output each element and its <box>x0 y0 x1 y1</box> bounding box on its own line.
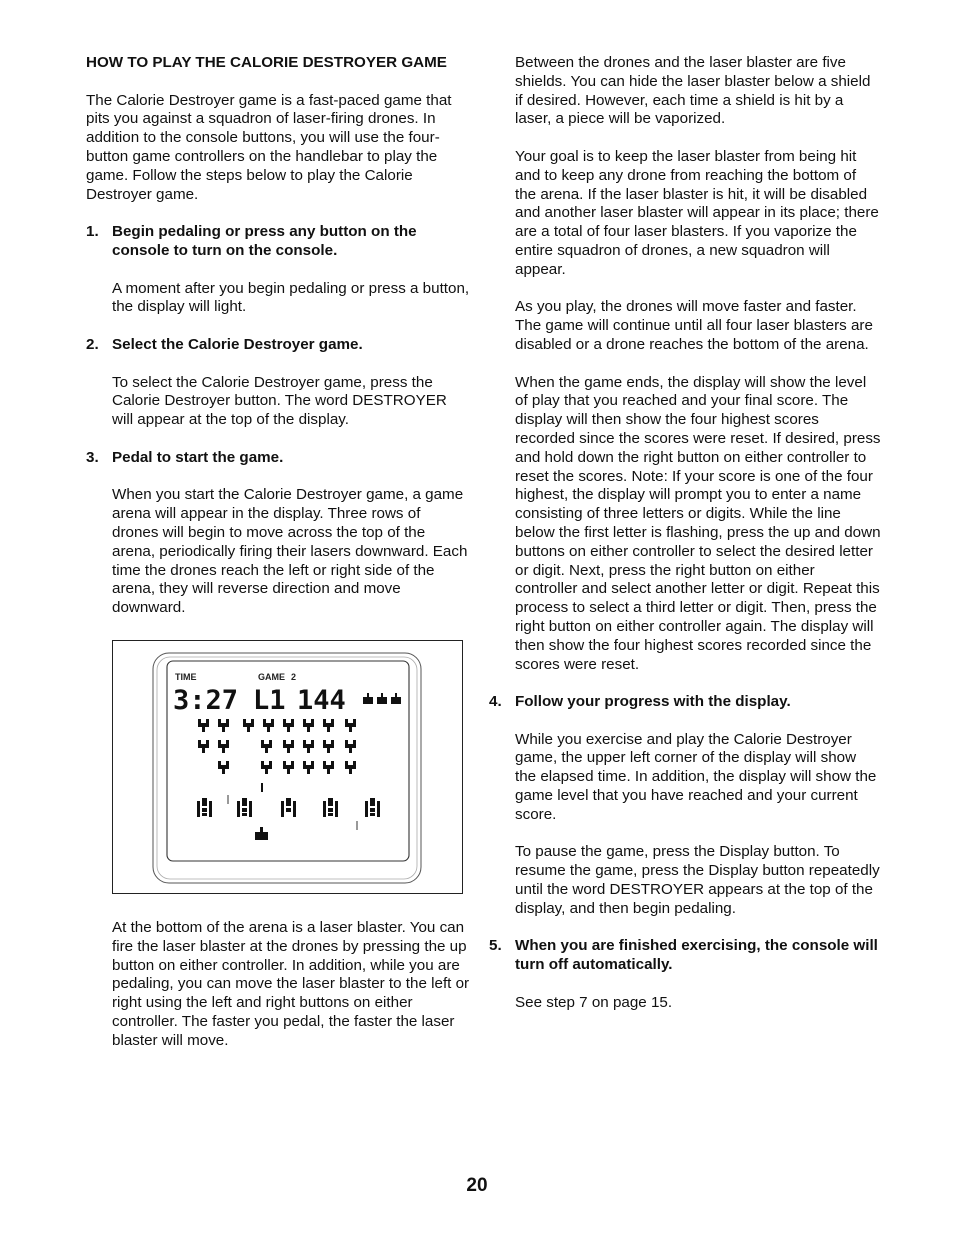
step-2-number: 2. <box>86 335 99 353</box>
step-1-body: A moment after you begin pedaling or press a button, the display will light. <box>112 279 470 316</box>
step-2-body: To select the Calorie Destroyer game, press the Calorie Destroyer button. The word DESTROYER will appear at the top of the display. <box>112 373 447 429</box>
step-5-body: See step 7 on page 15. <box>515 993 673 1011</box>
time-readout: 3:27 <box>173 684 239 716</box>
speed-paragraph: As you play, the drones will move faster and faster. The game will continue until all four laser blasters are disabled or a drone reaches the bottom of the arena. <box>515 298 873 353</box>
step-1-title: Begin pedaling or press any button on the console to turn on the console. <box>112 223 417 259</box>
step-5-title: When you are finished exercising, the console will turn off automatically. <box>515 937 878 974</box>
step-3-number: 3. <box>86 448 99 466</box>
step-4 <box>489 693 881 712</box>
shields-paragraph: Between the drones and the laser blaster are five shields. You can hide the laser blaster below a shield if desired. However, each time a shield is hit by a laser, a piece will be vaporized. <box>515 54 871 128</box>
game-label: GAME <box>258 671 285 682</box>
page-number: 20 <box>466 1175 488 1196</box>
game-end-paragraph: When the game ends, the display will show the level of play that you reached and your final score. The display will then show the four highest scores recorded since the scores were reset. If desired, press and hold down the right button on either controller to reset the scores. Note: If your score is one of the four highest, the display will prompt you to enter a name consisting of three letters or digits. While the line below the first letter is flashing, press the up and down buttons on either controller to select the desired letter or digit. Next, press the right button on either controller and select another letter or digit. Repeat this process to select a third letter or digit. Then, press the right button on either controller again. The display will then show the four highest scores recorded since the scores were reset. <box>515 373 881 673</box>
left-column <box>86 54 470 1069</box>
step-4-title: Follow your progress with the display. <box>515 693 791 711</box>
step-2 <box>86 336 470 355</box>
step-5-number: 5. <box>489 937 502 955</box>
step-2-title: Select the Calorie Destroyer game. <box>112 335 363 353</box>
step-4-number: 4. <box>489 693 502 711</box>
game-display-illustration <box>113 641 462 893</box>
game-number: 2 <box>291 671 297 682</box>
intro-paragraph: The Calorie Destroyer game is a fast-paced game that pits you against a squadron of laser-firing drones. In addition to the console buttons, you will use the four-button game controllers on the handlebar to play the game. Follow the steps below to play the Calorie Destroyer game. <box>86 91 452 203</box>
step-1-number: 1. <box>86 223 99 241</box>
step-3-title: Pedal to start the game. <box>112 448 284 466</box>
level-readout: L1 <box>253 684 286 716</box>
game-display-figure <box>112 640 463 894</box>
right-column <box>489 54 881 1031</box>
step-3-body: When you start the Calorie Destroyer game, a game arena will appear in the display. Three rows of drones will begin to move across the top of the arena, periodically firing their lasers downward. Each time the drones reach the left or right side of the arena, they will reverse direction and move downward. <box>112 486 468 617</box>
step-1 <box>86 223 470 261</box>
drone-laser-shot <box>261 783 263 792</box>
step-4-body: While you exercise and play the Calorie Destroyer game, the upper left corner of the display will show the elapsed time. In addition, the display will show the game level that you have reached and your current score. <box>515 730 877 823</box>
pause-paragraph: To pause the game, press the Display button. To resume the game, press the Display button repeatedly until the word DESTROYER appears at the top of the display, and then begin pedaling. <box>515 843 880 917</box>
step-5 <box>489 937 881 975</box>
drone-laser-shot <box>227 795 229 804</box>
section-heading: HOW TO PLAY THE CALORIE DESTROYER GAME <box>86 54 447 71</box>
step-3 <box>86 449 470 468</box>
laser-blaster-paragraph: At the bottom of the arena is a laser blaster. You can fire the laser blaster at the drones by pressing the up button on either controller. In addition, while you are pedaling, you can move the laser blaster to the left or right using the left and right buttons on either controller. The faster you pedal, the faster the laser blaster will move. <box>112 918 470 1049</box>
score-readout: 144 <box>297 684 346 716</box>
remaining-blasters <box>363 693 401 704</box>
drone-laser-shot <box>356 821 358 830</box>
time-label: TIME <box>175 671 197 682</box>
goal-paragraph: Your goal is to keep the laser blaster from being hit and to keep any drone from reaching the bottom of the arena. If the laser blaster is hit, it will be disabled and another laser blaster will appear in its place; there are a total of four laser blasters. If you vaporize the entire squadron of drones, a new squadron will appear. <box>515 147 879 278</box>
